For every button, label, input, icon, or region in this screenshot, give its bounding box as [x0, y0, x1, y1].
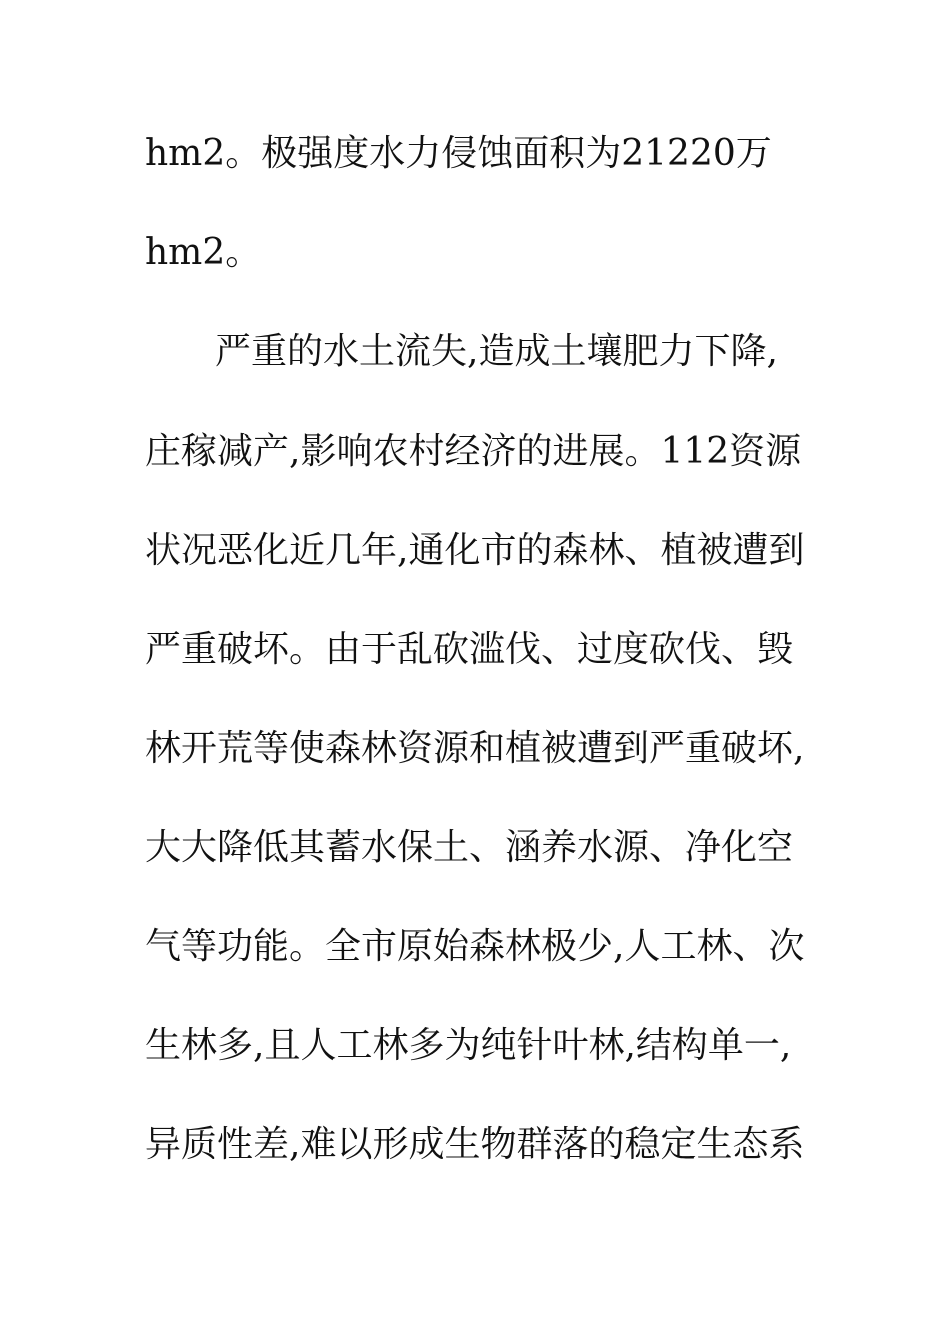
text-line-8: 大大降低其蓄水保土、涵养水源、净化空: [145, 827, 794, 868]
text-line-7: 林开荒等使森林资源和植被遭到严重破坏,: [145, 728, 805, 769]
text-line-1: hm2。极强度水力侵蚀面积为21220万: [145, 133, 772, 174]
text-line-4: 庄稼减产,影响农村经济的进展。112资源: [145, 431, 802, 472]
text-line-6: 严重破坏。由于乱砍滥伐、过度砍伐、毁: [145, 629, 794, 670]
text-line-9: 气等功能。全市原始森林极少,人工林、次: [145, 926, 805, 967]
text-line-10: 生林多,且人工林多为纯针叶林,结构单一,: [145, 1025, 792, 1066]
text-line-11: 异质性差,难以形成生物群落的稳定生态系: [145, 1124, 805, 1165]
text-line-5: 状况恶化近几年,通化市的森林、植被遭到: [145, 530, 805, 571]
text-line-2: hm2。: [145, 232, 262, 273]
paragraph-start-line: 严重的水土流失,造成土壤肥力下降,: [215, 331, 778, 372]
